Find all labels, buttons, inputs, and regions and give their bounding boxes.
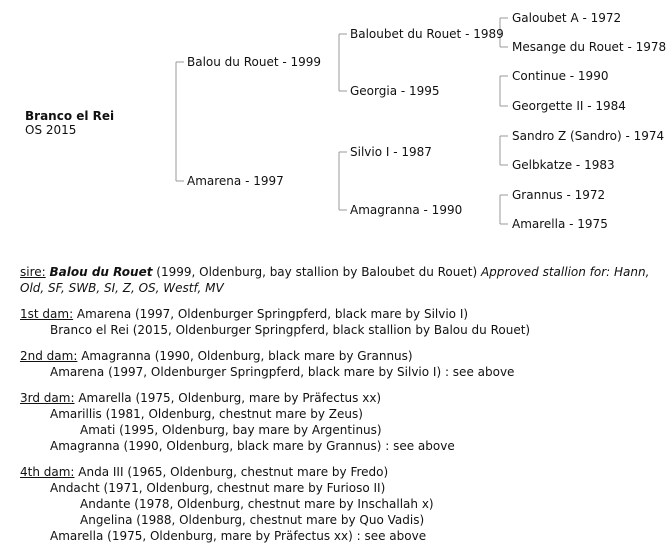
dam-label: 3rd dam: [20,391,75,405]
grandsire-maternal-node: Silvio I - 1987 [350,145,432,159]
sire-approved: Approved stallion for: Hann, Old, SF, SWB, SI, Z, OS, Westf, MV [20,265,650,295]
subject-name: Branco el Rei [25,109,115,123]
granddam-paternal-node: Georgia - 1995 [350,84,440,98]
offspring-line: Amagranna (1990, Oldenburg, black mare by Grannus) : see above [50,439,455,453]
granddam-maternal-node: Amagranna - 1990 [350,203,463,217]
offspring-line: Angelina (1988, Oldenburg, chestnut mare by Quo Vadis) [80,513,425,527]
offspring-line: Andacht (1971, Oldenburg, chestnut mare by Furioso II) [50,481,386,495]
dam-entry: Amagranna (1990, Oldenburg, black mare by Grannus) [77,349,413,363]
dam-node: Amarena - 1997 [187,174,284,188]
offspring-line: Andante (1978, Oldenburg, chestnut mare by Inschallah x) [80,497,434,511]
ancestor-node: Grannus - 1972 [512,188,606,202]
dam-block-4 [20,464,660,544]
offspring-line: Amarillis (1981, Oldenburg, chestnut mare by Zeus) [50,407,363,421]
dam-block-3 [20,390,660,454]
dam-entry: Anda III (1965, Oldenburg, chestnut mare by Fredo) [74,465,389,479]
sire-name: Balou du Rouet [49,265,153,279]
sire-node: Balou du Rouet - 1999 [187,55,322,69]
dam-entry: Amarena (1997, Oldenburger Springpferd, black mare by Silvio I) [73,307,469,321]
pedigree-description [20,264,660,544]
ancestor-node: Gelbkatze - 1983 [512,158,615,172]
dam-label: 1st dam: [20,307,74,321]
grandsire-paternal-node: Baloubet du Rouet - 1989 [350,27,504,41]
ancestor-node: Sandro Z (Sandro) - 1974 [512,129,665,143]
ancestor-node: Georgette II - 1984 [512,99,626,113]
ancestor-node: Mesange du Rouet - 1978 [512,40,667,54]
ancestor-node: Amarella - 1975 [512,217,608,231]
offspring-line: Amati (1995, Oldenburg, bay mare by Argentinus) [80,423,382,437]
sire-line [20,264,660,296]
ancestor-node: Continue - 1990 [512,69,609,83]
offspring-line: Amarella (1975, Oldenburg, mare by Präfectus xx) : see above [50,529,427,543]
subject-breed: OS 2015 [25,123,77,137]
offspring-line: Branco el Rei (2015, Oldenburger Springpferd, black stallion by Balou du Rouet) [50,323,531,337]
dam-block-1 [20,306,660,338]
sire-label: sire: [20,265,46,279]
offspring-line: Amarena (1997, Oldenburger Springpferd, black mare by Silvio I) : see above [50,365,515,379]
dam-block-2 [20,348,660,380]
dam-label: 2nd dam: [20,349,78,363]
dam-entry: Amarella (1975, Oldenburg, mare by Präfectus xx) [74,391,382,405]
dam-label: 4th dam: [20,465,75,479]
subject-node [25,109,114,137]
ancestor-node: Galoubet A - 1972 [512,11,622,25]
sire-details: (1999, Oldenburg, bay stallion by Baloubet du Rouet) [152,265,481,279]
